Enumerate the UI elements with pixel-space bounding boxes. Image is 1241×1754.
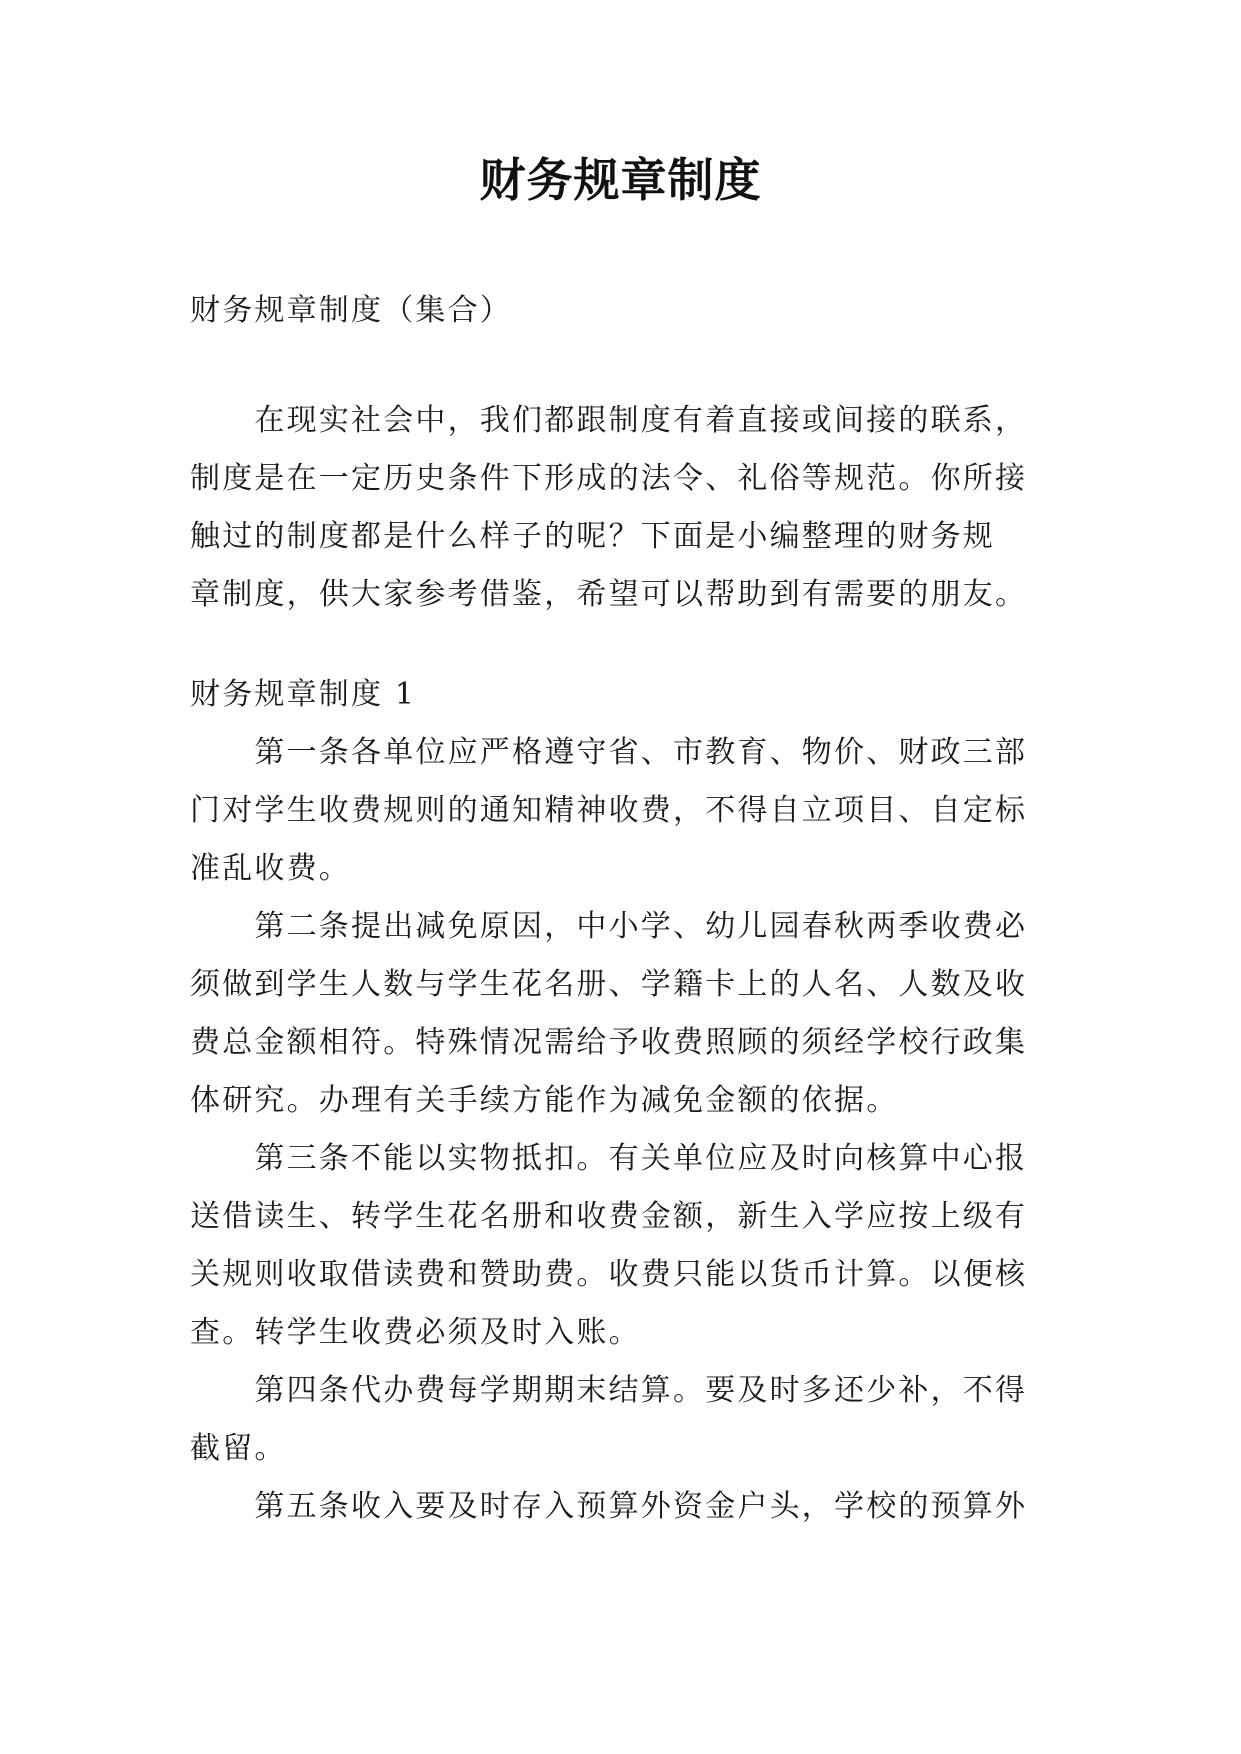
section-line: 第四条代办费每学期期末结算。要及时多还少补，不得 (190, 1373, 1028, 1408)
section-line: 第一条各单位应严格遵守省、市教育、物价、财政三部 (190, 735, 1028, 770)
intro-line: 触过的制度都是什么样子的呢？下面是小编整理的财务规 (190, 519, 995, 554)
section-line: 须做到学生人数与学生花名册、学籍卡上的人名、人数及收 (190, 967, 1028, 1002)
section-line: 费总金额相符。特殊情况需给予收费照顾的须经学校行政集 (190, 1025, 1028, 1060)
spacer (190, 624, 1060, 666)
section-body (190, 724, 1060, 1536)
intro-line: 制度是在一定历史条件下形成的法令、礼俗等规范。你所接 (190, 461, 1028, 496)
document-body (190, 282, 1060, 1536)
section-line: 关规则收取借读费和赞助费。收费只能以货币计算。以便核 (190, 1257, 1028, 1292)
spacer (190, 340, 1060, 392)
document-subtitle: 财务规章制度（集合） (190, 293, 512, 328)
section-line: 准乱收费。 (190, 851, 351, 886)
document-title: 财务规章制度 (479, 153, 762, 207)
section-heading: 财务规章制度 1 (190, 677, 417, 712)
section-line: 截留。 (190, 1431, 287, 1466)
intro-line: 章制度，供大家参考借鉴，希望可以帮助到有需要的朋友。 (190, 577, 1028, 612)
section-line: 门对学生收费规则的通知精神收费，不得自立项目、自定标 (190, 793, 1028, 828)
section-line: 体研究。办理有关手续方能作为减免金额的依据。 (190, 1083, 899, 1118)
section-line: 第五条收入要及时存入预算外资金户头，学校的预算外 (190, 1489, 1028, 1524)
section-line: 第二条提出减免原因，中小学、幼儿园春秋两季收费必 (190, 909, 1028, 944)
section-line: 查。转学生收费必须及时入账。 (190, 1315, 641, 1350)
intro-line: 在现实社会中，我们都跟制度有着直接或间接的联系， (190, 403, 1028, 438)
section-line: 送借读生、转学生花名册和收费金额，新生入学应按上级有 (190, 1199, 1028, 1234)
intro-paragraph (190, 392, 1060, 624)
section-line: 第三条不能以实物抵扣。有关单位应及时向核算中心报 (190, 1141, 1028, 1176)
